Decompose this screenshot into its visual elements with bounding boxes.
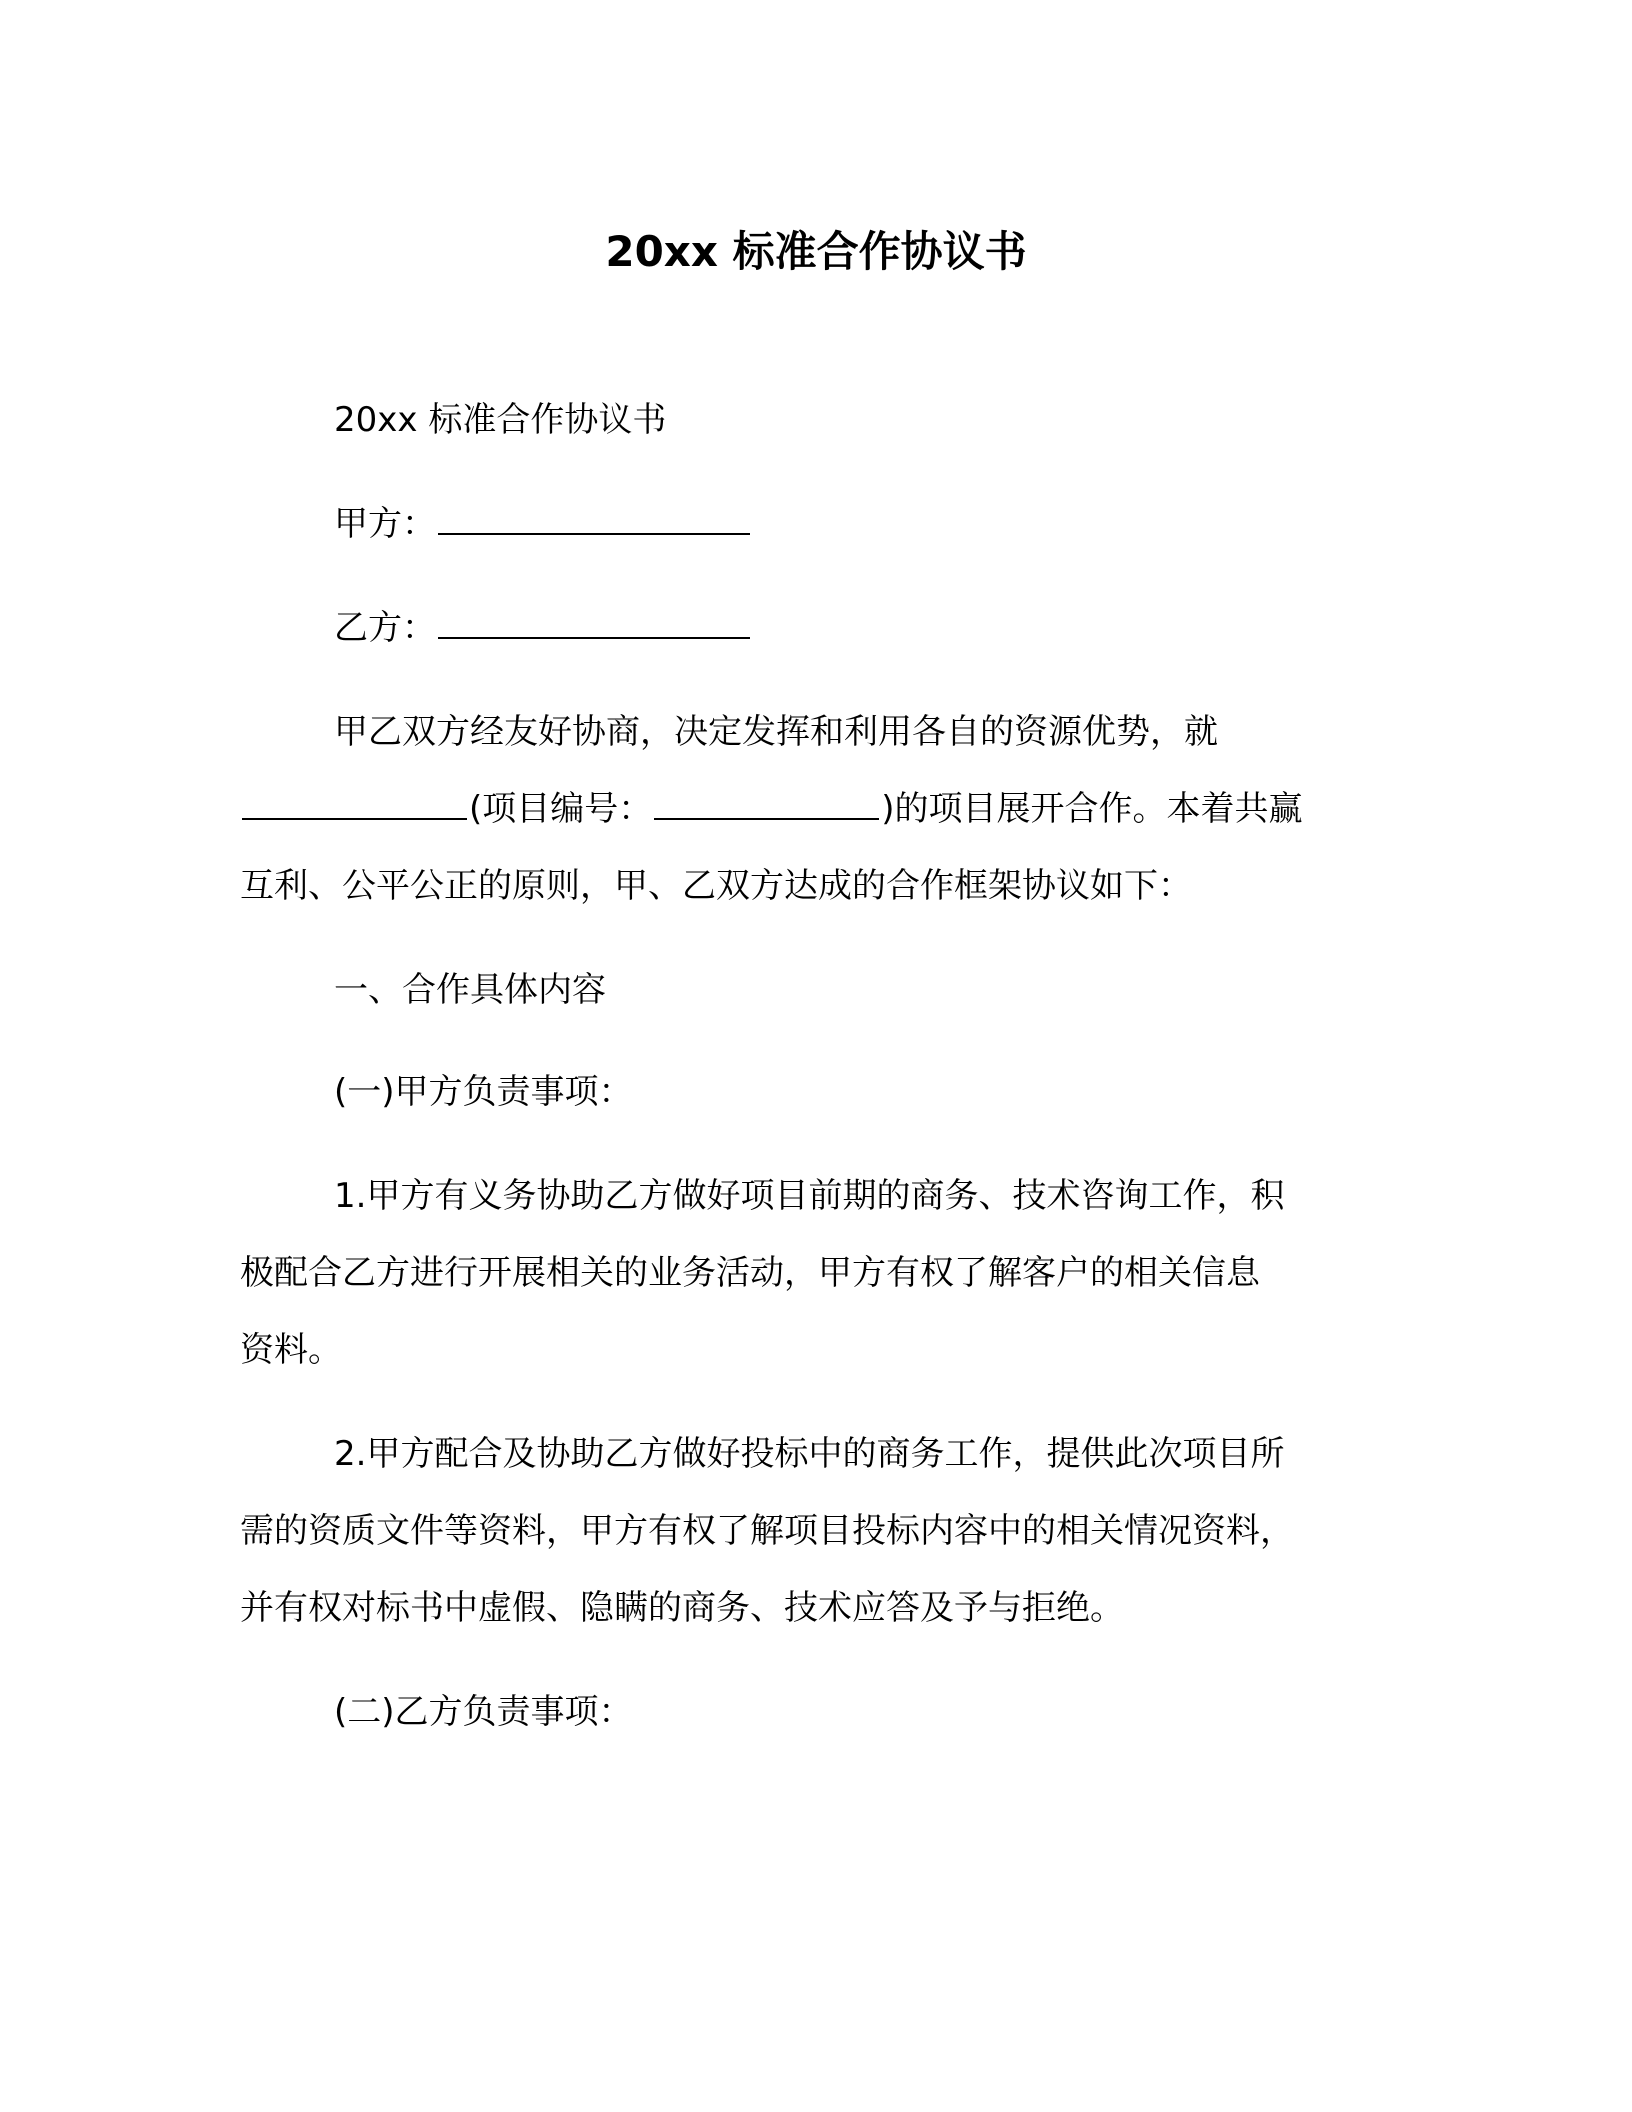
party-b-label: 乙方： bbox=[334, 608, 436, 648]
item-1-line-3: 资料。 bbox=[240, 1330, 342, 1370]
party-a-line bbox=[334, 500, 752, 548]
party-b-blank bbox=[438, 607, 750, 639]
item-2-line-2: 需的资质文件等资料，甲方有权了解项目投标内容中的相关情况资料， bbox=[240, 1511, 1294, 1551]
item-2-line-1: 2.甲方配合及协助乙方做好投标中的商务工作，提供此次项目所 bbox=[334, 1434, 1285, 1474]
intro-line-3: 互利、公平公正的原则，甲、乙双方达成的合作框架协议如下： bbox=[240, 866, 1192, 906]
intro-line-1: 甲乙双方经友好协商，决定发挥和利用各自的资源优势，就 bbox=[334, 712, 1218, 752]
subsection-2-heading: (二)乙方负责事项： bbox=[334, 1692, 633, 1732]
section-1-heading: 一、合作具体内容 bbox=[334, 970, 606, 1010]
item-2-line-3: 并有权对标书中虚假、隐瞒的商务、技术应答及予与拒绝。 bbox=[240, 1588, 1124, 1628]
document-title: 20xx 标准合作协议书 bbox=[605, 227, 1027, 276]
party-a-label: 甲方： bbox=[334, 504, 436, 544]
document-subtitle: 20xx 标准合作协议书 bbox=[334, 400, 667, 440]
project-number-blank bbox=[654, 788, 879, 820]
item-1-line-1: 1.甲方有义务协助乙方做好项目前期的商务、技术咨询工作，积 bbox=[334, 1176, 1285, 1216]
intro-line-2-part-a: (项目编号： bbox=[469, 789, 653, 829]
party-a-blank bbox=[438, 503, 750, 535]
project-name-blank bbox=[242, 788, 467, 820]
item-1-line-2: 极配合乙方进行开展相关的业务活动，甲方有权了解客户的相关信息 bbox=[240, 1253, 1260, 1293]
party-b-line bbox=[334, 604, 752, 652]
intro-line-2 bbox=[240, 785, 1303, 833]
subsection-1-heading: (一)甲方负责事项： bbox=[334, 1072, 633, 1112]
intro-line-2-part-b: )的项目展开合作。本着共赢 bbox=[881, 789, 1303, 829]
